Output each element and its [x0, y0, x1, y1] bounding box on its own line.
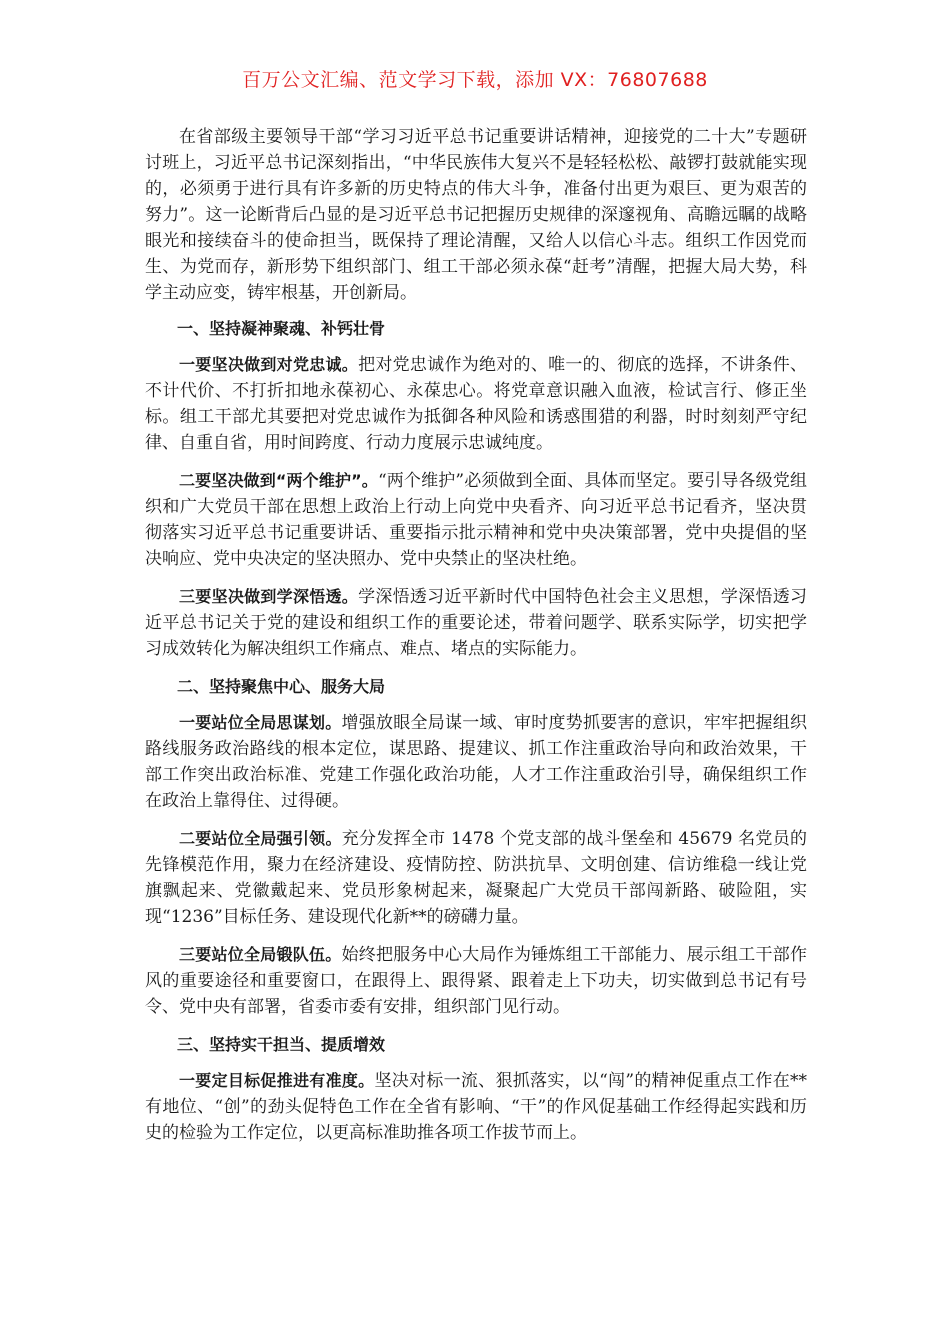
intro-paragraph: 在省部级主要领导干部“学习习近平总书记重要讲话精神，迎接党的二十大”专题研讨班上，习近平总书记深刻指出，“中华民族伟大复兴不是轻轻松松、敲锣打鼓就能实现的，必须勇于进行具有许多新的历史特点的伟大斗争，准备付出更为艰巨、更为艰苦的努力”。这一论断背后凸显的是习近平总书记把握历史规律的深邃视角、高瞻远瞩的战略眼光和接续奋斗的使命担当，既保持了理论清醒，又给人以信心斗志。组织工作因党而生、为党而存，新形势下组织部门、组工干部必须永葆“赶考”清醒，把握大局大势，科学主动应变，铸牢根基，开创新局。 — [145, 127, 807, 303]
paragraph-text: 始终把服务中心大局作为锤炼组工干部能力、展示组工干部作风的重要途径和重要窗口，在跟得上、跟得紧、跟着走上下功夫，切实做到总书记有号令、党中央有部署，省委市委有安排，组织部门见行动。 — [145, 945, 807, 1017]
paragraph-text: 把对党忠诚作为绝对的、唯一的、彻底的选择，不讲条件、不计代价、不打折扣地永葆初心、永葆忠心。将党章意识融入血液，检试言行、修正坐标。组工干部尤其要把对党忠诚作为抵御各种风险和诱惑围猎的利器，时时刻刻严守纪律、自重自省，用时间跨度、行动力度展示忠诚纯度。 — [145, 355, 807, 453]
document-body — [145, 124, 807, 1158]
paragraph-lead: 二要坚决做到“两个维护”。 — [179, 471, 378, 490]
paragraph-1-1 — [145, 352, 807, 456]
paragraph-lead: 三要站位全局锻队伍。 — [179, 945, 342, 964]
watermark-header: 百万公文汇编、范文学习下载，添加 VX：76807688 — [242, 69, 708, 91]
paragraph-text: “两个维护”必须做到全面、具体而坚定。要引导各级党组织和广大党员干部在思想上政治上行动上向党中央看齐、向习近平总书记看齐，坚决贯彻落实习近平总书记重要讲话、重要指示批示精神和党中央决策部署，党中央提倡的坚决响应、党中央决定的坚决照办、党中央禁止的坚决杜绝。 — [145, 471, 807, 569]
paragraph-lead: 一要定目标促推进有准度。 — [179, 1071, 375, 1090]
paragraph-text: 学深悟透习近平新时代中国特色社会主义思想，学深悟透习近平总书记关于党的建设和组织工作的重要论述，带着问题学、联系实际学，切实把学习成效转化为解决组织工作痛点、难点、堵点的实际能力。 — [145, 587, 807, 659]
section-heading-2: 二、坚持聚焦中心、服务大局 — [177, 677, 386, 696]
paragraph-lead: 二要站位全局强引领。 — [179, 829, 342, 848]
paragraph-1-2 — [145, 468, 807, 572]
section-heading-1: 一、坚持凝神聚魂、补钙壮骨 — [177, 319, 386, 338]
paragraph-lead: 三要坚决做到学深悟透。 — [179, 587, 359, 606]
paragraph-lead: 一要站位全局思谋划。 — [179, 713, 342, 732]
paragraph-2-1 — [145, 710, 807, 814]
paragraph-text: 坚决对标一流、狠抓落实，以“闯”的精神促重点工作在**有地位、“创”的劲头促特色工作在全省有影响、“干”的作风促基础工作经得起实践和历史的检验为工作定位，以更高标准助推各项工作拔节而上。 — [145, 1071, 807, 1143]
paragraph-3-1 — [145, 1068, 807, 1146]
paragraph-2-2 — [145, 826, 807, 930]
paragraph-1-3 — [145, 584, 807, 662]
paragraph-text: 充分发挥全市 1478 个党支部的战斗堡垒和 45679 名党员的先锋模范作用，聚力在经济建设、疫情防控、防洪抗旱、文明创建、信访维稳一线让党旗飘起来、党徽戴起来、党员形象树起来，凝聚起广大党员干部闯新路、破险阻，实现“1236”目标任务、建设现代化新**的磅礴力量。 — [145, 829, 807, 927]
paragraph-lead: 一要坚决做到对党忠诚。 — [179, 355, 359, 374]
section-heading-3: 三、坚持实干担当、提质增效 — [177, 1035, 386, 1054]
paragraph-2-3 — [145, 942, 807, 1020]
paragraph-text: 增强放眼全局谋一域、审时度势抓要害的意识，牢牢把握组织路线服务政治路线的根本定位，谋思路、提建议、抓工作注重政治导向和政治效果，干部工作突出政治标准、党建工作强化政治功能，人才工作注重政治引导，确保组织工作在政治上靠得住、过得硬。 — [145, 713, 807, 811]
